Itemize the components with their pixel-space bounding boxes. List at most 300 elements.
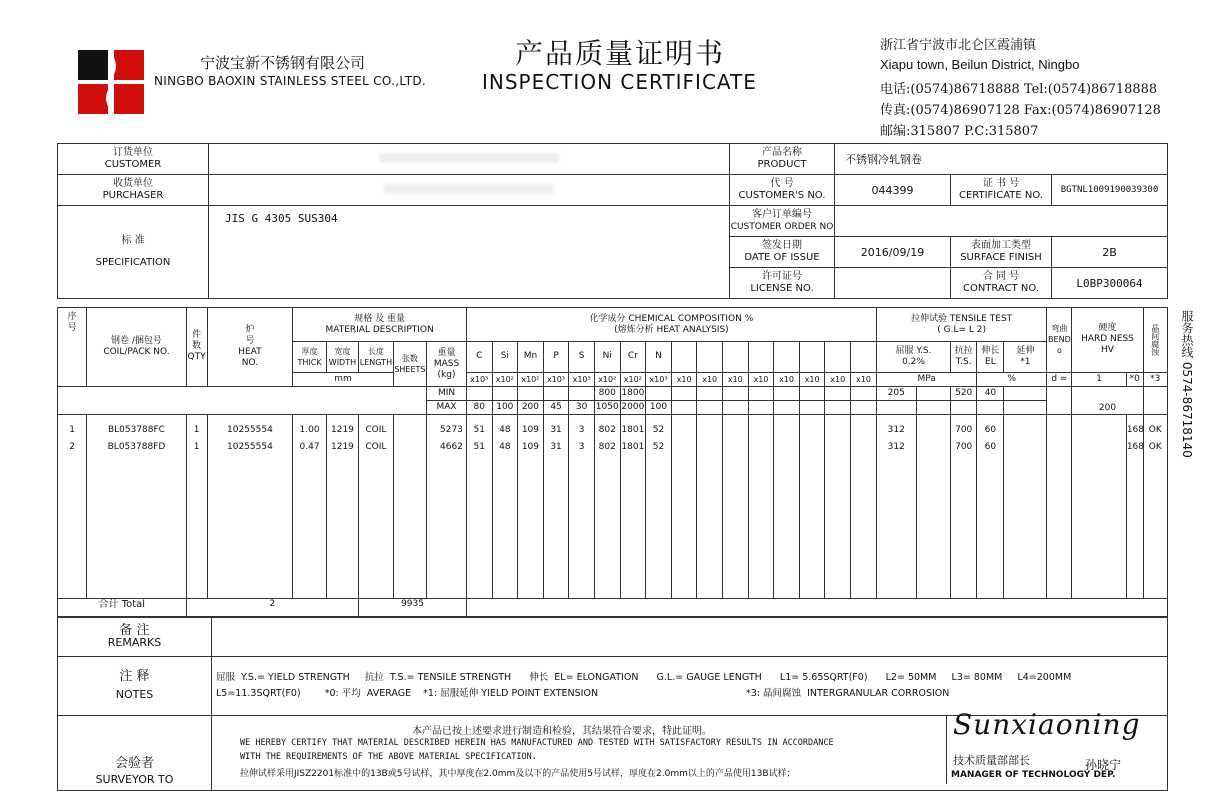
- length: [359, 415, 394, 599]
- row-1-chem-9: [697, 425, 722, 442]
- surveyor-label: 会验者 SURVEYOR TO: [58, 716, 212, 791]
- document-title-cn: 产品质量证明书: [515, 37, 726, 70]
- header-text: 屈服 Y.S.: [895, 345, 932, 356]
- max-value: 1050: [594, 400, 620, 414]
- certify-en-1: WE HEREBY CERTIFY THAT MATERIAL DESCRIBED HEREIN HAS MANUFACTURED AND TESTED WITH SATISFACTORY RESULTS IN ACCORDANCE: [240, 738, 834, 748]
- header-text: NO.: [241, 357, 259, 368]
- header-text: 号: [67, 323, 77, 333]
- total-label: 合计 Total: [58, 598, 187, 616]
- row-2-length: COIL: [365, 442, 387, 453]
- row-2-sheets: [394, 442, 426, 459]
- row-2-qty: 1: [193, 442, 200, 453]
- row-1-chem-11: [749, 425, 774, 442]
- fax: 传真:(0574)86907128 Fax:(0574)86907128: [880, 103, 1161, 118]
- ys: [876, 415, 916, 599]
- chem-11: [748, 415, 774, 599]
- info-table: [57, 143, 1168, 299]
- row-2-no: 2: [69, 442, 75, 453]
- row-1-chem-12: [774, 425, 799, 442]
- customer-no-label: 代 号 CUSTOMER'S NO.: [730, 175, 835, 206]
- service-hotline: 服务热线 0574-86718140: [1180, 310, 1194, 458]
- row-2-chem-15: [851, 442, 876, 459]
- min-value: [748, 386, 774, 400]
- chem-13: [799, 415, 825, 599]
- certificate-no-label: 证 书 号 CERTIFICATE NO.: [951, 175, 1052, 206]
- min-value: [543, 386, 569, 400]
- row-2-el: 60: [984, 442, 997, 453]
- max-value: [671, 400, 697, 414]
- header-text: 化学成分 CHEMICAL COMPOSITION %: [589, 313, 754, 324]
- row-1-chem-10: [723, 425, 748, 442]
- row-2-chem-14: [825, 442, 850, 459]
- header-text: 张数: [401, 354, 418, 364]
- row-2-chem-5: 802: [598, 442, 616, 453]
- contract-label: 合 同 号 CONTRACT NO.: [951, 268, 1052, 299]
- license-label: 许可证号 LICENSE NO.: [730, 268, 835, 299]
- spec-value: JIS G 4305 SUS304: [209, 206, 730, 299]
- row-1-chem-0: 51: [473, 425, 485, 436]
- hardness: [1126, 415, 1143, 599]
- header-qty: [186, 308, 207, 387]
- customer-no-value: 044399: [835, 175, 951, 206]
- minmax-spacer: [58, 386, 427, 414]
- min-value: [825, 386, 851, 400]
- manager-title-en: MANAGER OF TECHNOLOGY DEP.: [951, 770, 1116, 780]
- bend-blank: [1047, 386, 1072, 414]
- row-1-chem-8: [672, 425, 697, 442]
- header-tensile: [876, 308, 1046, 342]
- header-text: 拉伸试验 TENSILE TEST: [911, 313, 1013, 324]
- license-value: [835, 268, 951, 299]
- address-cn: 浙江省宁波市北仑区霞浦镇: [880, 38, 1037, 53]
- chem-14: [825, 415, 851, 599]
- max-value: [851, 400, 877, 414]
- header-text: QTY: [187, 352, 206, 363]
- chem-10: [723, 415, 749, 599]
- element-header: [774, 342, 800, 372]
- min-value: [851, 386, 877, 400]
- tensile-min: 40: [977, 386, 1004, 400]
- header-text: 0.2%: [902, 356, 925, 367]
- max-value: 2000: [620, 400, 646, 414]
- max-value: [697, 400, 723, 414]
- manager-title-cn: 技术质量部部长: [953, 754, 1030, 767]
- product-label: 产品名称 PRODUCT: [730, 144, 835, 175]
- row-2-hardness: 168: [1126, 442, 1144, 453]
- element-header: Ni: [594, 342, 620, 372]
- document-title-en: INSPECTION CERTIFICATE: [482, 70, 757, 94]
- row-1-el: 60: [984, 425, 997, 436]
- chem-7: [646, 415, 672, 599]
- width: [326, 415, 358, 599]
- max-value: 100: [646, 400, 672, 414]
- header-text: 钢卷 /捆包号: [111, 335, 162, 346]
- row-2-chem-3: 31: [550, 442, 562, 453]
- contract-value: L0BP300064: [1052, 268, 1168, 299]
- header-pct: %: [977, 372, 1047, 386]
- certificate-no-value: BGTNL1009190039300: [1052, 175, 1168, 206]
- row-1-heat: 10255554: [227, 425, 273, 436]
- row-2-chem-13: [800, 442, 825, 459]
- row-1-chem-5: 802: [598, 425, 616, 436]
- header-mass: [427, 342, 467, 386]
- header-text: WIDTH: [328, 357, 357, 367]
- row-1-intergranular: OK: [1148, 425, 1162, 436]
- purchaser-value: [209, 175, 730, 206]
- factor-header: x10: [799, 372, 825, 386]
- header-text: 炉: [245, 324, 255, 335]
- header-text: SHEETS: [394, 365, 426, 375]
- factor-header: x10: [723, 372, 749, 386]
- chem-2: [518, 415, 544, 599]
- el-ext-blank: [1004, 415, 1047, 599]
- test-results-table: [57, 307, 1168, 617]
- row-1-ts: 700: [955, 425, 973, 436]
- factor-header: x10³: [466, 372, 492, 386]
- min-value: [466, 386, 492, 400]
- tensile-min: 520: [951, 386, 977, 400]
- certify-en-2: WITH THE REQUIREMENTS OF THE ABOVE MATERIAL SPECIFICATION.: [240, 752, 537, 762]
- certification-cell: [212, 708, 1168, 791]
- header-el: [977, 342, 1004, 372]
- element-header: [748, 342, 774, 372]
- factor-header: x10: [851, 372, 877, 386]
- tensile-min: 205: [876, 386, 916, 400]
- header-coil: [87, 308, 186, 387]
- header-heat: [207, 308, 293, 387]
- tensile-max: [916, 400, 951, 414]
- element-header: [851, 342, 877, 372]
- tensile-min: [916, 386, 951, 400]
- row-1-coil: BL053788FC: [107, 425, 165, 436]
- max-value: [799, 400, 825, 414]
- company-name-en: NINGBO BAOXIN STAINLESS STEEL CO.,LTD.: [154, 74, 426, 88]
- header-text: HV: [1101, 345, 1114, 356]
- header-text: MATERIAL DESCRIPTION: [325, 324, 434, 335]
- element-header: [825, 342, 851, 372]
- header-text: 晶间腐蚀: [1150, 323, 1160, 356]
- manager-block: [946, 708, 1169, 784]
- header-text: HEAT: [238, 346, 262, 357]
- ic-blank: [1143, 386, 1167, 414]
- row-1-chem-15: [851, 425, 876, 442]
- header-hv1: 1: [1072, 372, 1126, 386]
- min-label: MIN: [427, 386, 467, 400]
- row-2-chem-8: [672, 442, 697, 459]
- row-1-sheets: [394, 425, 426, 442]
- order-no-label: 客户订单编号 CUSTOMER ORDER NO: [730, 206, 835, 237]
- row-2-chem-9: [697, 442, 722, 459]
- row-2-chem-7: 52: [652, 442, 665, 453]
- tensile-max: [876, 400, 916, 414]
- row-2-chem-6: 1801: [621, 442, 645, 453]
- header-text: 长度: [367, 346, 384, 356]
- max-value: [748, 400, 774, 414]
- min-value: [723, 386, 749, 400]
- hardness-max: 200: [1072, 386, 1143, 414]
- header-text: THICK: [297, 357, 322, 367]
- total-blank: [466, 598, 1167, 616]
- header-bend-d: d =: [1047, 372, 1072, 386]
- row-1-hardness: 168: [1126, 425, 1144, 436]
- manager-name: 孙晓宁: [1085, 758, 1122, 772]
- element-header: N: [646, 342, 672, 372]
- row-1-chem-7: 52: [652, 425, 665, 436]
- row-2-chem-11: [749, 442, 774, 459]
- min-value: 1800: [620, 386, 646, 400]
- max-value: 80: [466, 400, 492, 414]
- customer-label: 订货单位 CUSTOMER: [58, 144, 209, 175]
- chem-4: [569, 415, 595, 599]
- header-text: (kg): [437, 369, 456, 380]
- spec-label: 标 准 SPECIFICATION: [58, 206, 209, 299]
- chem-8: [671, 415, 697, 599]
- min-value: [569, 386, 595, 400]
- coil: [87, 415, 186, 599]
- chem-12: [774, 415, 800, 599]
- header-text: o: [1056, 346, 1062, 356]
- header-material-description: [293, 308, 467, 342]
- element-header: Cr: [620, 342, 646, 372]
- row-1-chem-6: 1801: [621, 425, 645, 436]
- factor-header: x10²: [620, 372, 646, 386]
- header-text: 序: [67, 312, 77, 322]
- chem-9: [697, 415, 723, 599]
- element-header: Si: [492, 342, 518, 372]
- row-1-chem-1: 48: [499, 425, 511, 436]
- max-label: MAX: [427, 400, 467, 414]
- chem-6: [620, 415, 646, 599]
- ts: [951, 415, 977, 599]
- row-2-chem-1: 48: [499, 442, 511, 453]
- header-mm: mm: [293, 372, 393, 386]
- factor-header: x10²: [594, 372, 620, 386]
- chem-0: [466, 415, 492, 599]
- header-text: 重量: [437, 347, 456, 358]
- address-en: Xiapu town, Beilun District, Ningbo: [880, 57, 1080, 72]
- max-value: 200: [518, 400, 544, 414]
- min-value: [697, 386, 723, 400]
- row-2-intergranular: OK: [1148, 442, 1162, 453]
- sheets: [393, 415, 426, 599]
- header-text: 伸长: [981, 345, 1000, 356]
- row-1-mass: 5273: [440, 425, 463, 436]
- chem-5: [594, 415, 620, 599]
- row-2-mass: 4662: [440, 442, 463, 453]
- header-text: 件: [192, 330, 202, 341]
- header-sheets: [393, 342, 426, 386]
- max-value: 30: [569, 400, 595, 414]
- element-header: [671, 342, 697, 372]
- factor-header: x10: [671, 372, 697, 386]
- factor-header: x10: [748, 372, 774, 386]
- header-text: 延伸: [1016, 345, 1035, 356]
- factor-header: x10²: [492, 372, 518, 386]
- el: [977, 415, 1004, 599]
- row-2-chem-2: 109: [521, 442, 540, 453]
- factor-header: x10³: [646, 372, 672, 386]
- remarks-label: 备 注 REMARKS: [58, 618, 212, 657]
- header-text: 宽度: [334, 346, 351, 356]
- notes-label: 注 释 NOTES: [58, 657, 212, 716]
- no: [58, 415, 87, 599]
- customer-value: [209, 144, 730, 175]
- remarks-value: [212, 618, 1168, 657]
- element-header: [799, 342, 825, 372]
- min-value: [671, 386, 697, 400]
- header-el-ext: [1004, 342, 1047, 372]
- header-text: 数: [192, 341, 202, 352]
- company-name-cn: 宁波宝新不锈钢有限公司: [200, 54, 366, 72]
- row-1-chem-2: 109: [521, 425, 540, 436]
- row-2-heat: 10255554: [227, 442, 273, 453]
- max-value: [825, 400, 851, 414]
- header-hv0: *0: [1126, 372, 1143, 386]
- certify-cn: 本产品已按上述要求进行制造和检验，其结果符合要求，特此证明。: [412, 726, 712, 737]
- thick: [293, 415, 326, 599]
- factor-header: x10³: [543, 372, 569, 386]
- header-seq: [58, 308, 87, 387]
- factor-header: x10²: [518, 372, 544, 386]
- element-header: C: [466, 342, 492, 372]
- header-text: EL: [985, 356, 996, 367]
- order-no-value: [835, 206, 1168, 237]
- hv1-value: [1072, 415, 1126, 599]
- element-header: P: [543, 342, 569, 372]
- header-text: COIL/PACK NO.: [103, 346, 170, 357]
- header-ts: [951, 342, 977, 372]
- header-length: [359, 342, 394, 372]
- ys-blank: [916, 415, 951, 599]
- row-1-qty: 1: [193, 425, 200, 436]
- row-1-chem-4: 3: [578, 425, 585, 436]
- row-2-ts: 700: [955, 442, 973, 453]
- signature: Sunxiaoning: [953, 708, 1141, 741]
- tensile-max: [977, 400, 1004, 414]
- notes-line-2: L5=11.3SQRT(F0) *0: 平均 AVERAGE *1: 屈服延伸 YIELD POINT EXTENSION *3: 晶间腐蚀 INTERGRANULAR CORROSION: [216, 688, 950, 699]
- row-2-chem-12: [774, 442, 799, 459]
- header-text: 抗拉: [954, 345, 973, 356]
- certify-note: 拉伸试样采用JISZ2201标准中的13B或5号试样，其中厚度在2.0mm及以下的产品使用5号试样，厚度在2.0mm以上的产品使用13B试样；: [240, 769, 796, 779]
- header-text: BEND: [1048, 335, 1071, 345]
- min-value: [799, 386, 825, 400]
- row-1-thick: 1.00: [299, 425, 320, 436]
- footer-table: [57, 617, 1168, 791]
- factor-header: x10: [697, 372, 723, 386]
- phone: 电话:(0574)86718888 Tel:(0574)86718888: [880, 82, 1158, 97]
- max-value: 45: [543, 400, 569, 414]
- surface-value: 2B: [1052, 237, 1168, 268]
- row-2-chem-0: 51: [473, 442, 485, 453]
- min-value: [518, 386, 544, 400]
- header-text: *1: [1020, 356, 1031, 367]
- row-1-chem-13: [800, 425, 825, 442]
- qty: [186, 415, 207, 599]
- factor-header: x10: [825, 372, 851, 386]
- header-chemical: [466, 308, 876, 342]
- header-text: ( G.L= L 2): [937, 324, 986, 335]
- header-hardness: [1072, 308, 1143, 373]
- header-text: MASS: [433, 358, 460, 369]
- postcode: 邮编:315807 P.C:315807: [880, 124, 1039, 139]
- total-mass: 9935: [359, 598, 467, 616]
- max-value: [774, 400, 800, 414]
- row-1-width: 1219: [331, 425, 354, 436]
- row-1-chem-3: 31: [550, 425, 562, 436]
- row-1-chem-14: [825, 425, 850, 442]
- min-value: [774, 386, 800, 400]
- factor-header: x10³: [569, 372, 595, 386]
- chem-15: [851, 415, 877, 599]
- mass: [427, 415, 467, 599]
- header-text: LENGTH: [359, 357, 393, 367]
- total-qty: 2: [186, 598, 359, 616]
- element-header: Mn: [518, 342, 544, 372]
- header-text: 规格 及 重量: [354, 313, 405, 324]
- header-text: 厚度: [301, 346, 318, 356]
- row-2-coil: BL053788FD: [107, 442, 166, 453]
- header-thick: [293, 342, 326, 372]
- notes-line-1: 屈服 Y.S.= YIELD STRENGTH 抗拉 T.S.= TENSILE STRENGTH 伸长 EL= ELONGATION G.L.= GAUGE LENGTH L1= 5.65SQRT(F0) L2= 50MM L3= 80MM L4=200MM: [216, 672, 1072, 683]
- factor-header: x10: [774, 372, 800, 386]
- purchaser-label: 收货单位 PURCHASER: [58, 175, 209, 206]
- header-text: (熔炼分析 HEAT ANALYSIS): [614, 324, 729, 335]
- header-ic3: *3: [1143, 372, 1167, 386]
- element-header: [697, 342, 723, 372]
- header-text: HARD NESS: [1081, 334, 1134, 345]
- row-1-ys: 312: [887, 425, 905, 436]
- row-2-thick: 0.47: [299, 442, 320, 453]
- notes-value: [212, 657, 1168, 716]
- row-1-length: COIL: [365, 425, 387, 436]
- max-value: 100: [492, 400, 518, 414]
- min-value: [492, 386, 518, 400]
- header-bend: [1047, 308, 1072, 373]
- date-label: 签发日期 DATE OF ISSUE: [730, 237, 835, 268]
- header-text: 弯曲: [1051, 324, 1068, 334]
- chem-1: [492, 415, 518, 599]
- company-logo: [78, 50, 144, 114]
- chem-3: [543, 415, 569, 599]
- row-2-width: 1219: [331, 442, 354, 453]
- header-text: 号: [245, 335, 255, 346]
- max-value: [723, 400, 749, 414]
- row-2-chem-4: 3: [578, 442, 585, 453]
- header-width: [326, 342, 358, 372]
- header-mpa: MPa: [876, 372, 976, 386]
- header-intergranular: [1143, 308, 1167, 373]
- intergranular: [1143, 415, 1167, 599]
- element-header: S: [569, 342, 595, 372]
- tensile-max: [1004, 400, 1047, 414]
- heat: [207, 415, 293, 599]
- header-text: 硬度: [1098, 323, 1117, 334]
- tensile-max: [951, 400, 977, 414]
- date-value: 2016/09/19: [835, 237, 951, 268]
- min-value: 800: [594, 386, 620, 400]
- product-value: 不锈钢冷轧钢卷: [835, 144, 1168, 175]
- min-value: [646, 386, 672, 400]
- tensile-min: [1004, 386, 1047, 400]
- bend-value: [1047, 415, 1072, 599]
- row-2-chem-10: [723, 442, 748, 459]
- surface-label: 表面加工类型 SURFACE FINISH: [951, 237, 1052, 268]
- row-2-ys: 312: [887, 442, 905, 453]
- row-1-no: 1: [69, 425, 75, 436]
- element-header: [723, 342, 749, 372]
- header-text: T.S.: [955, 356, 972, 367]
- header-ys: [876, 342, 950, 372]
